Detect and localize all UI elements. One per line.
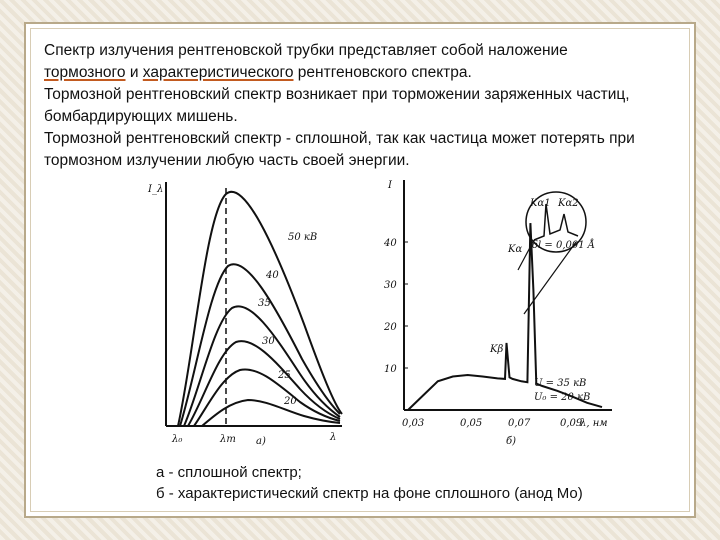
term-characteristic: характеристического xyxy=(142,64,294,81)
figure-caption xyxy=(156,462,583,504)
legend-u: U = 35 кВ xyxy=(534,378,587,389)
chart-a-svg xyxy=(144,174,344,446)
y-tick-20: 20 xyxy=(384,322,397,333)
inset-resolution-label: δl = 0,001 Å xyxy=(532,240,595,251)
label-40kv: 40 xyxy=(266,270,279,281)
x-tick-009: 0,09 xyxy=(560,418,583,429)
paragraph-1-start: Спектр излучения рентгеновской трубки представляет собой наложение xyxy=(44,42,568,59)
slide xyxy=(24,22,696,518)
legend-u0: U₀ = 20 кВ xyxy=(534,392,591,403)
chart-b-panel-label: б) xyxy=(506,436,517,446)
text-block xyxy=(44,40,684,172)
chart-characteristic-spectrum xyxy=(374,174,614,446)
chart-b-xlabel: λ, нм xyxy=(580,418,608,429)
label-30kv: 30 xyxy=(262,336,275,347)
label-k-beta: Kβ xyxy=(490,344,504,355)
chart-b-svg xyxy=(374,174,614,446)
label-50kv: 50 кВ xyxy=(288,232,318,243)
inset-peaks xyxy=(534,204,578,240)
x-tick-003: 0,03 xyxy=(402,418,425,429)
label-25kv: 25 xyxy=(278,370,291,381)
x-tick-005: 0,05 xyxy=(460,418,483,429)
label-k-alpha1: Kα1 xyxy=(530,198,551,209)
y-tick-10: 10 xyxy=(384,364,397,375)
term-bremsstrahlung: тормозного xyxy=(44,64,126,81)
caption-a: а - сплошной спектр; xyxy=(156,464,302,481)
label-35kv: 35 xyxy=(258,298,271,309)
y-tick-30: 30 xyxy=(384,280,397,291)
paragraph-3: Тормозной рентгеновский спектр - сплошной, так как частица может потерять при тормозном излучении любую часть своей энергии. xyxy=(44,130,635,169)
chart-a-panel-label: а) xyxy=(256,436,266,446)
tick-lambda-m: λm xyxy=(220,434,236,445)
tick-lambda0: λ₀ xyxy=(172,434,183,445)
paragraph-1 xyxy=(44,40,684,84)
chart-a-xlabel: λ xyxy=(330,432,337,443)
conjunction: и xyxy=(129,64,139,81)
label-k-alpha2: Kα2 xyxy=(558,198,579,209)
caption-b: б - характеристический спектр на фоне сплошного (анод Мо) xyxy=(156,485,583,502)
label-k-alpha: Kα xyxy=(508,244,523,255)
x-tick-007: 0,07 xyxy=(508,418,531,429)
y-tick-40: 40 xyxy=(384,238,397,249)
chart-continuous-spectrum xyxy=(144,174,344,446)
curve-35kv xyxy=(184,306,340,426)
chart-b-ylabel: I xyxy=(388,180,392,191)
label-20kv: 20 xyxy=(284,396,297,407)
paragraph-1-end: рентгеновского спектра. xyxy=(297,64,472,81)
chart-a-ylabel: I_λ xyxy=(148,184,164,195)
paragraph-2: Тормозной рентгеновский спектр возникает при торможении заряженных частиц, бомбардирующих мишень. xyxy=(44,86,630,125)
